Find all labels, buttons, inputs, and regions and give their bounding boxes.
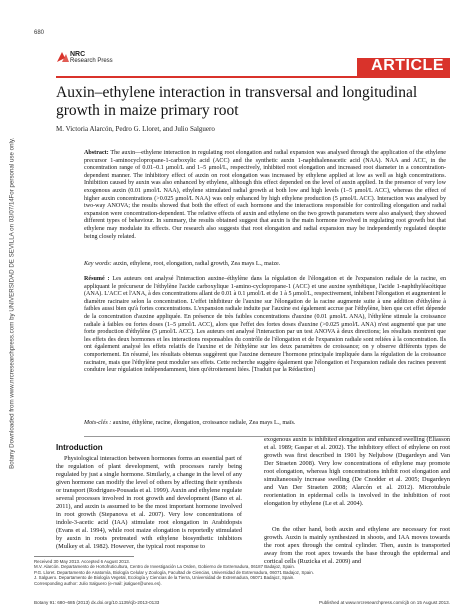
footnote-author-2: P.G. Lloret. Departamento de Anatomía, Biología Celular y Zoología, Facultad de Ciencias, Universidad de Extremadura, 06071 Badajoz, Spain. <box>34 569 314 575</box>
footnote-author-1: M.V. Alarcón. Departamento de Hortofruticultura, Centro de Investigación La Orden, Gobierno de Extremadura, 06187 Badajoz, Spain. <box>34 564 295 570</box>
section-label-text: ARTICLE <box>371 57 444 74</box>
side-banner <box>2 137 20 520</box>
abstract-text: The auxin—ethylene interaction in regulating root elongation and radial expansion was analysed through the application of the ethylene precursor 1-aminocyclopropane-1-carboxylic acid (ACC) and the synthetic auxin 1-naphthaleneacetic acid (NAA). NAA and ACC, in the concentration range of 0.01–0.1 μmol/L and 1–5 μmol/L, respectively, inhibited root elongation and increased root diameter in a concentration-dependent manner. The inhibitory effect of auxin on root elongation was increased by ethylene applied at low as well as high concentrations. Inhibition caused by auxin was also enhanced by ethylene, although this effect depended on the level of auxin applied. In the presence of very low exogenous auxin (0.01 μmol/L NAA), ethylene stimulated radial growth at both low and high levels (1–5 μmol/L ACC), whereas the effect of higher auxin concentrations (>0.025 μmol/L NAA) was only enhanced by high ethylene production (5 μmol/L ACC). Interaction was analysed by two-way ANOVA; the results showed that both the effect of each hormone and the interactions responsible for controlling elongation and radial expansion were concentration-dependent. The relative effects of auxin and ethylene on the two growth parameters were also analysed; they showed different types of behaviour. In summary, the results obtained suggest that auxin is the main hormone involved in regulating root growth but that ethylene may modulate its effects. Our research also suggests that root elongation and radial expansion may be independently regulated despite being closely related. <box>84 150 446 240</box>
abstract <box>84 150 446 241</box>
authors: M. Victoria Alarcón, Pedro G. Lloret, and Julio Salguero <box>56 125 215 133</box>
publisher-name: NRC <box>70 51 86 58</box>
resume-text: Les auteurs ont analysé l'interaction auxine–éthylène dans la régulation de l'élongation et de l'expansion radiale de la racine, en appliquant le précurseur de l'éthylène l'acide carboxylique 1-amino-cyclopropane-1 (ACC) et une auxine synthétique, l'acide 1-naphthyléacétique (ANA). L'ACC et l'ANA, à des concentrations allant de 0.01 à 0.1 μmol/L et de 1 à 5 μmol/L, respectivement, inhibent l'élongation et augmentent le diamètre racinaire selon la concentration. L'effet inhibiteur de l'auxine sur l'élongation de la racine augmente suite à une addition d'éthylène à faibles aussi bien qu'à fortes concentrations. L'expansion radiale induite par l'auxine est également accrue par l'éthylène, bien que cet effet dépende de la concentration d'auxine appliquée. En présence de très faibles concentrations d'auxine (0.01 μmol/L ANA), l'éthylène stimule la croissance radiale à faibles ou fortes doses (1–5 μmol/L ACC), alors que l'effet des fortes doses d'auxine (>0.025 μmol/L ANA) n'est augmenté que par une forte production d'éthylène (5 μmol/L ACC). Les auteurs ont analysé l'interaction par un test ANOVA à deux directions; les résultats montrent que les effets des deux hormones et les interactions responsables du contrôle de l'élongation et de l'expansion radiale sont reliées à la concentration. Ils ont également analysé les effets relatifs de l'auxine et de l'éthylène sur les deux paramètres de croissance; on y observe différents types de comportement. En résumé, les résultats obtenus suggèrent que l'auxine demeure l'hormone principale impliquée dans la régulation de la croissance racinaire, mais que l'éthylène peut moduler ses effets. Cette recherche suggère également que l'élongation et l'expansion radiale des racines peuvent conduire leur régulation indépendamment, bien qu'étroitement liées. [Traduit par la Rédaction] <box>84 276 446 374</box>
keywords-text: auxin, ethylene, root, elongation, radial growth, Zea mays L., maize. <box>113 261 281 267</box>
header-rule <box>56 76 450 78</box>
intro-paragraph-2: exogenous auxin is inhibited elongation and enhanced swelling (Eliasson et al. 1989; Gaspar et al. 2002). The inhibitory effect of ethylene on root growth was first described in 1901 by Neljubow (Dugardeyn and Van Der Straeten 2008). Very low concentrations of ethylene may promote root elongation, whereas high concentrations inhibit root elongation and simultaneously increase swelling (De Cnodder et al. 2005; Dugardeyn and Van Der Straeten 2008; Alarcón et al. 2012). Microtubule reorientation in epidermal cells is involved in the inhibition of root elongation by ethylene (Le et al. 2004). <box>264 436 450 507</box>
intro-paragraph-3: On the other hand, both auxin and ethylene are necessary for root growth. Auxin is mainly synthesized in shoots, and IAA moves towards the root apex through the central cylinder. Then, auxin is transported away from the root apex towards the base through the epidermal and cortical cells (Ruzicka et al. 2009) and <box>264 526 450 565</box>
intro-heading: Introduction <box>56 443 103 452</box>
resume-label: Résumé : <box>84 276 110 282</box>
keywords <box>84 261 446 269</box>
footnote-rule <box>34 556 134 557</box>
citation: Botany 91: 680–685 (2013) dx.doi.org/10.1139/cjb-2013-0133 <box>34 600 160 605</box>
download-notice: Botany Downloaded from www.nrcresearchpress.com by UNIVERSIDAD DE SEVILLA on 03/07/14 <box>8 198 16 469</box>
footnotes <box>34 559 424 586</box>
mots-cles <box>84 420 446 428</box>
page-number: 680 <box>34 30 45 36</box>
footnote-corresponding: Corresponding author: Julio Salguero (e-mail: jsalguer@unex.es). <box>34 580 162 586</box>
mots-cles-text: auxine, éthylène, racine, élongation, croissance radiale, Zea mays L., maïs. <box>112 420 296 426</box>
personal-use-notice: For personal use only. <box>8 137 16 199</box>
article-title: Auxin–ethylene interaction in transversal and longitudinal growth in maize primary root <box>56 84 418 119</box>
mots-cles-label: Mots-clés : <box>84 420 112 426</box>
footnote-author-3: J. Salguero. Departamento de Biología Vegetal, Ecología y Ciencias de la Tierra, Universidad de Extremadura, 06071 Badajoz, Spain. <box>34 575 295 581</box>
keywords-label: Key words: <box>84 261 112 267</box>
abstract-label: Abstract: <box>84 150 109 156</box>
nrc-logo-icon <box>56 50 70 64</box>
footnote-received: Received 30 May 2013. Accepted 6 August 2013. <box>34 559 130 564</box>
publisher-subname: Research Press <box>70 58 113 64</box>
published-notice: Published at www.nrcresearchpress.com/cjb on 15 August 2013. <box>319 600 450 605</box>
intro-paragraph-1: Physiological interaction between hormones forms an essential part of the regulation of plant development, with processes rarely being regulated by just a single hormone. Similarly, a change in the level of any given hormone can modify the level of others by affecting their synthesis or transport (Rodrigues-Pousada et al. 1999). Auxin and ethylene regulate several processes involved in root growth and development (Bano et al. 2011), and auxin is assumed to be the most important hormone involved in root growth (Stepanova et al. 2007). Very low concentrations of indole-3-acetic acid (IAA) stimulate root elongation in Arabidopsis (Evans et al. 1994), while root maize elongation is reportedly stimulated by auxin in roots pretreated with ethylene biosynthetic inhibitors (Mulkey et al. 1982). However, the typical root response to <box>56 455 242 550</box>
publisher-logo <box>56 48 116 70</box>
resume <box>84 276 446 375</box>
section-label <box>357 58 450 76</box>
